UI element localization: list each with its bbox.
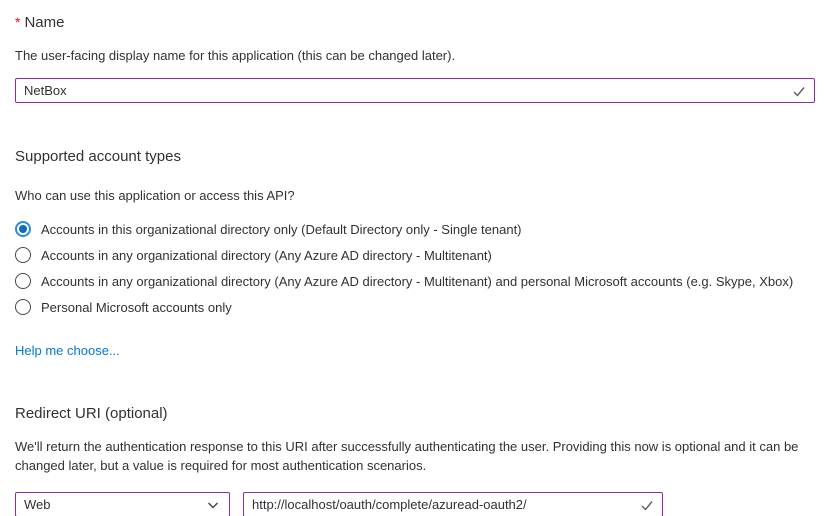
account-types-heading: Supported account types bbox=[15, 148, 181, 165]
radio-option-multitenant[interactable]: Accounts in any organizational directory (Any Azure AD directory - Multitenant) bbox=[15, 242, 815, 268]
name-section-heading bbox=[15, 12, 815, 33]
required-asterisk: * bbox=[15, 14, 21, 30]
name-description: The user-facing display name for this application (this can be changed later). bbox=[15, 48, 456, 63]
redirect-uri-row bbox=[15, 492, 815, 516]
radio-unselected-icon[interactable] bbox=[15, 273, 31, 289]
radio-unselected-icon[interactable] bbox=[15, 247, 31, 263]
help-me-choose-link[interactable]: Help me choose... bbox=[15, 343, 120, 358]
radio-option-multitenant-personal[interactable]: Accounts in any organizational directory (Any Azure AD directory - Multitenant) and personal Microsoft accounts (e.g. Skype, Xbox) bbox=[15, 268, 815, 294]
redirect-uri-input[interactable] bbox=[243, 492, 663, 516]
name-input-wrap bbox=[15, 78, 815, 103]
name-label: Name bbox=[24, 14, 65, 31]
account-types-question: Who can use this application or access this API? bbox=[15, 188, 295, 203]
chevron-down-icon bbox=[206, 498, 220, 512]
redirect-uri-input-wrap bbox=[243, 492, 663, 516]
radio-option-single-tenant[interactable]: Accounts in this organizational directory only (Default Directory only - Single tenant) bbox=[15, 216, 815, 242]
radio-unselected-icon[interactable] bbox=[15, 299, 31, 315]
radio-option-personal-only[interactable]: Personal Microsoft accounts only bbox=[15, 294, 815, 320]
redirect-uri-heading: Redirect URI (optional) bbox=[15, 405, 168, 422]
account-types-radio-group bbox=[15, 216, 815, 320]
redirect-uri-description: We'll return the authentication response to this URI after successfully authenticating the user. Providing this now is optional and it can be changed later, but a value is required for most authentication scenarios. bbox=[15, 439, 799, 473]
radio-selected-icon[interactable] bbox=[15, 221, 31, 237]
platform-select-value: Web bbox=[24, 497, 51, 512]
platform-select-dropdown[interactable] bbox=[15, 492, 230, 516]
name-input[interactable] bbox=[15, 78, 815, 103]
